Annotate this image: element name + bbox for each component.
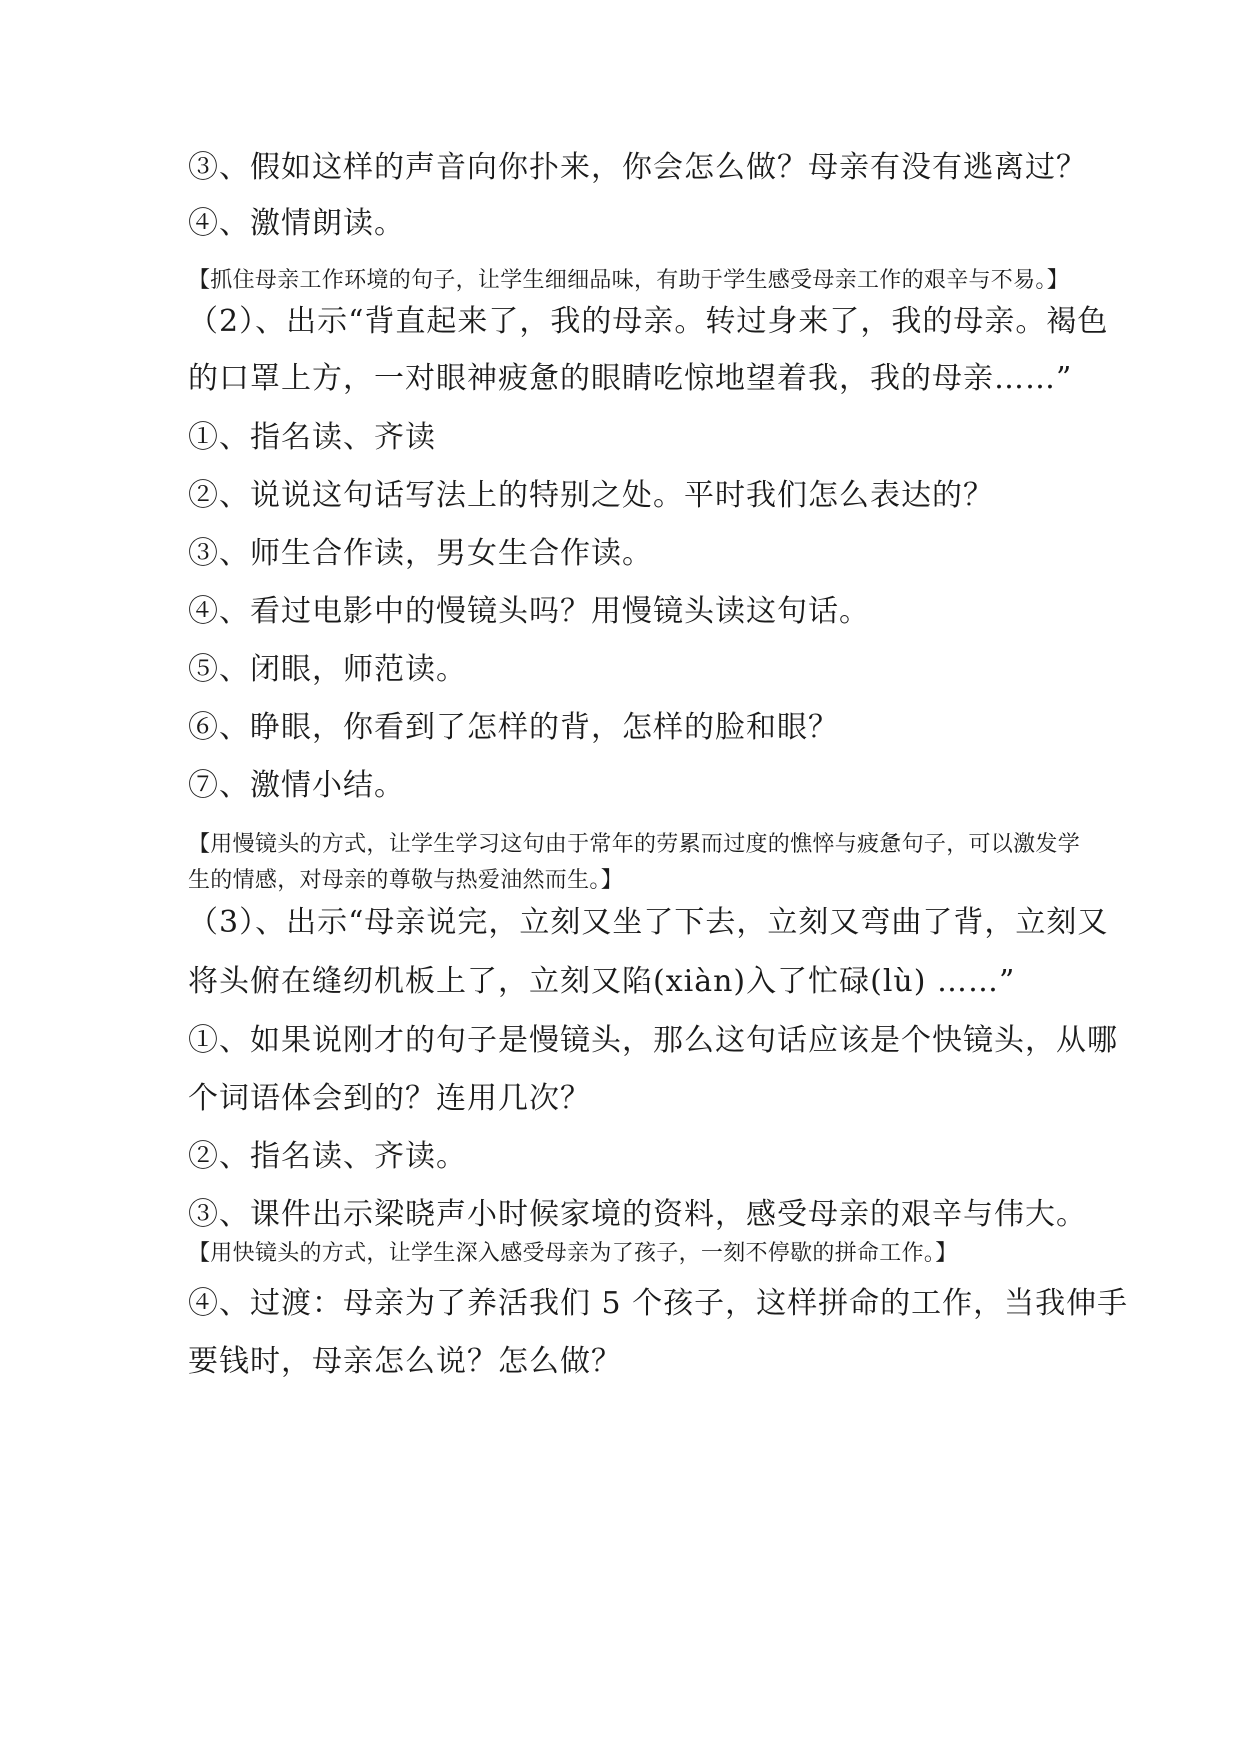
section-3-step-2: ②、指名读、齐读。 [188,1139,467,1174]
section-2-step-6: ⑥、睁眼，你看到了怎样的背，怎样的脸和眼？ [188,710,839,745]
section-3-step-4-line-2: 要钱时，母亲怎么说？怎么做？ [188,1344,622,1379]
section-2-step-7: ⑦、激情小结。 [188,768,405,803]
teaching-note-3: 【用快镜头的方式，让学生深入感受母亲为了孩子，一刻不停歇的拼命工作。】 [188,1241,958,1266]
section-2-step-1: ①、指名读、齐读 [188,420,436,455]
section-2-heading-line-2: 的口罩上方，一对眼神疲惫的眼睛吃惊地望着我，我的母亲……” [188,361,1073,396]
step-3-question: ③、假如这样的声音向你扑来，你会怎么做？母亲有没有逃离过？ [188,150,1087,185]
teaching-note-1: 【抓住母亲工作环境的句子，让学生细细品味，有助于学生感受母亲工作的艰辛与不易。】 [188,268,1070,293]
section-3-heading-line-2: 将头俯在缝纫机板上了，立刻又陷(xiàn)入了忙碌(lù) ……” [188,964,1016,999]
teaching-note-2-line-1: 【用慢镜头的方式，让学生学习这句由于常年的劳累而过度的憔悴与疲惫句子，可以激发学 [188,832,1081,857]
section-2-heading-line-1: （2）、出示“背直起来了，我的母亲。转过身来了，我的母亲。褐色 [188,304,1109,339]
section-3-step-3: ③、课件出示梁晓声小时候家境的资料，感受母亲的艰辛与伟大。 [188,1197,1087,1232]
section-2-step-4: ④、看过电影中的慢镜头吗？用慢镜头读这句话。 [188,594,870,629]
teaching-note-2-line-2: 生的情感，对母亲的尊敬与热爱油然而生。】 [188,868,624,893]
section-3-step-4-line-1: ④、过渡：母亲为了养活我们 5 个孩子，这样拼命的工作，当我伸手 [188,1286,1129,1321]
section-3-heading-line-1: （3）、出示“母亲说完，立刻又坐了下去，立刻又弯曲了背，立刻又 [188,905,1109,940]
section-2-step-5: ⑤、闭眼，师范读。 [188,652,467,687]
section-3-step-1-line-2: 个词语体会到的？连用几次？ [188,1081,591,1116]
section-3-step-1-line-1: ①、如果说刚才的句子是慢镜头，那么这句话应该是个快镜头，从哪 [188,1023,1118,1058]
step-4-read: ④、激情朗读。 [188,206,405,241]
section-2-step-3: ③、师生合作读，男女生合作读。 [188,536,653,571]
section-2-step-2: ②、说说这句话写法上的特别之处。平时我们怎么表达的？ [188,478,994,513]
